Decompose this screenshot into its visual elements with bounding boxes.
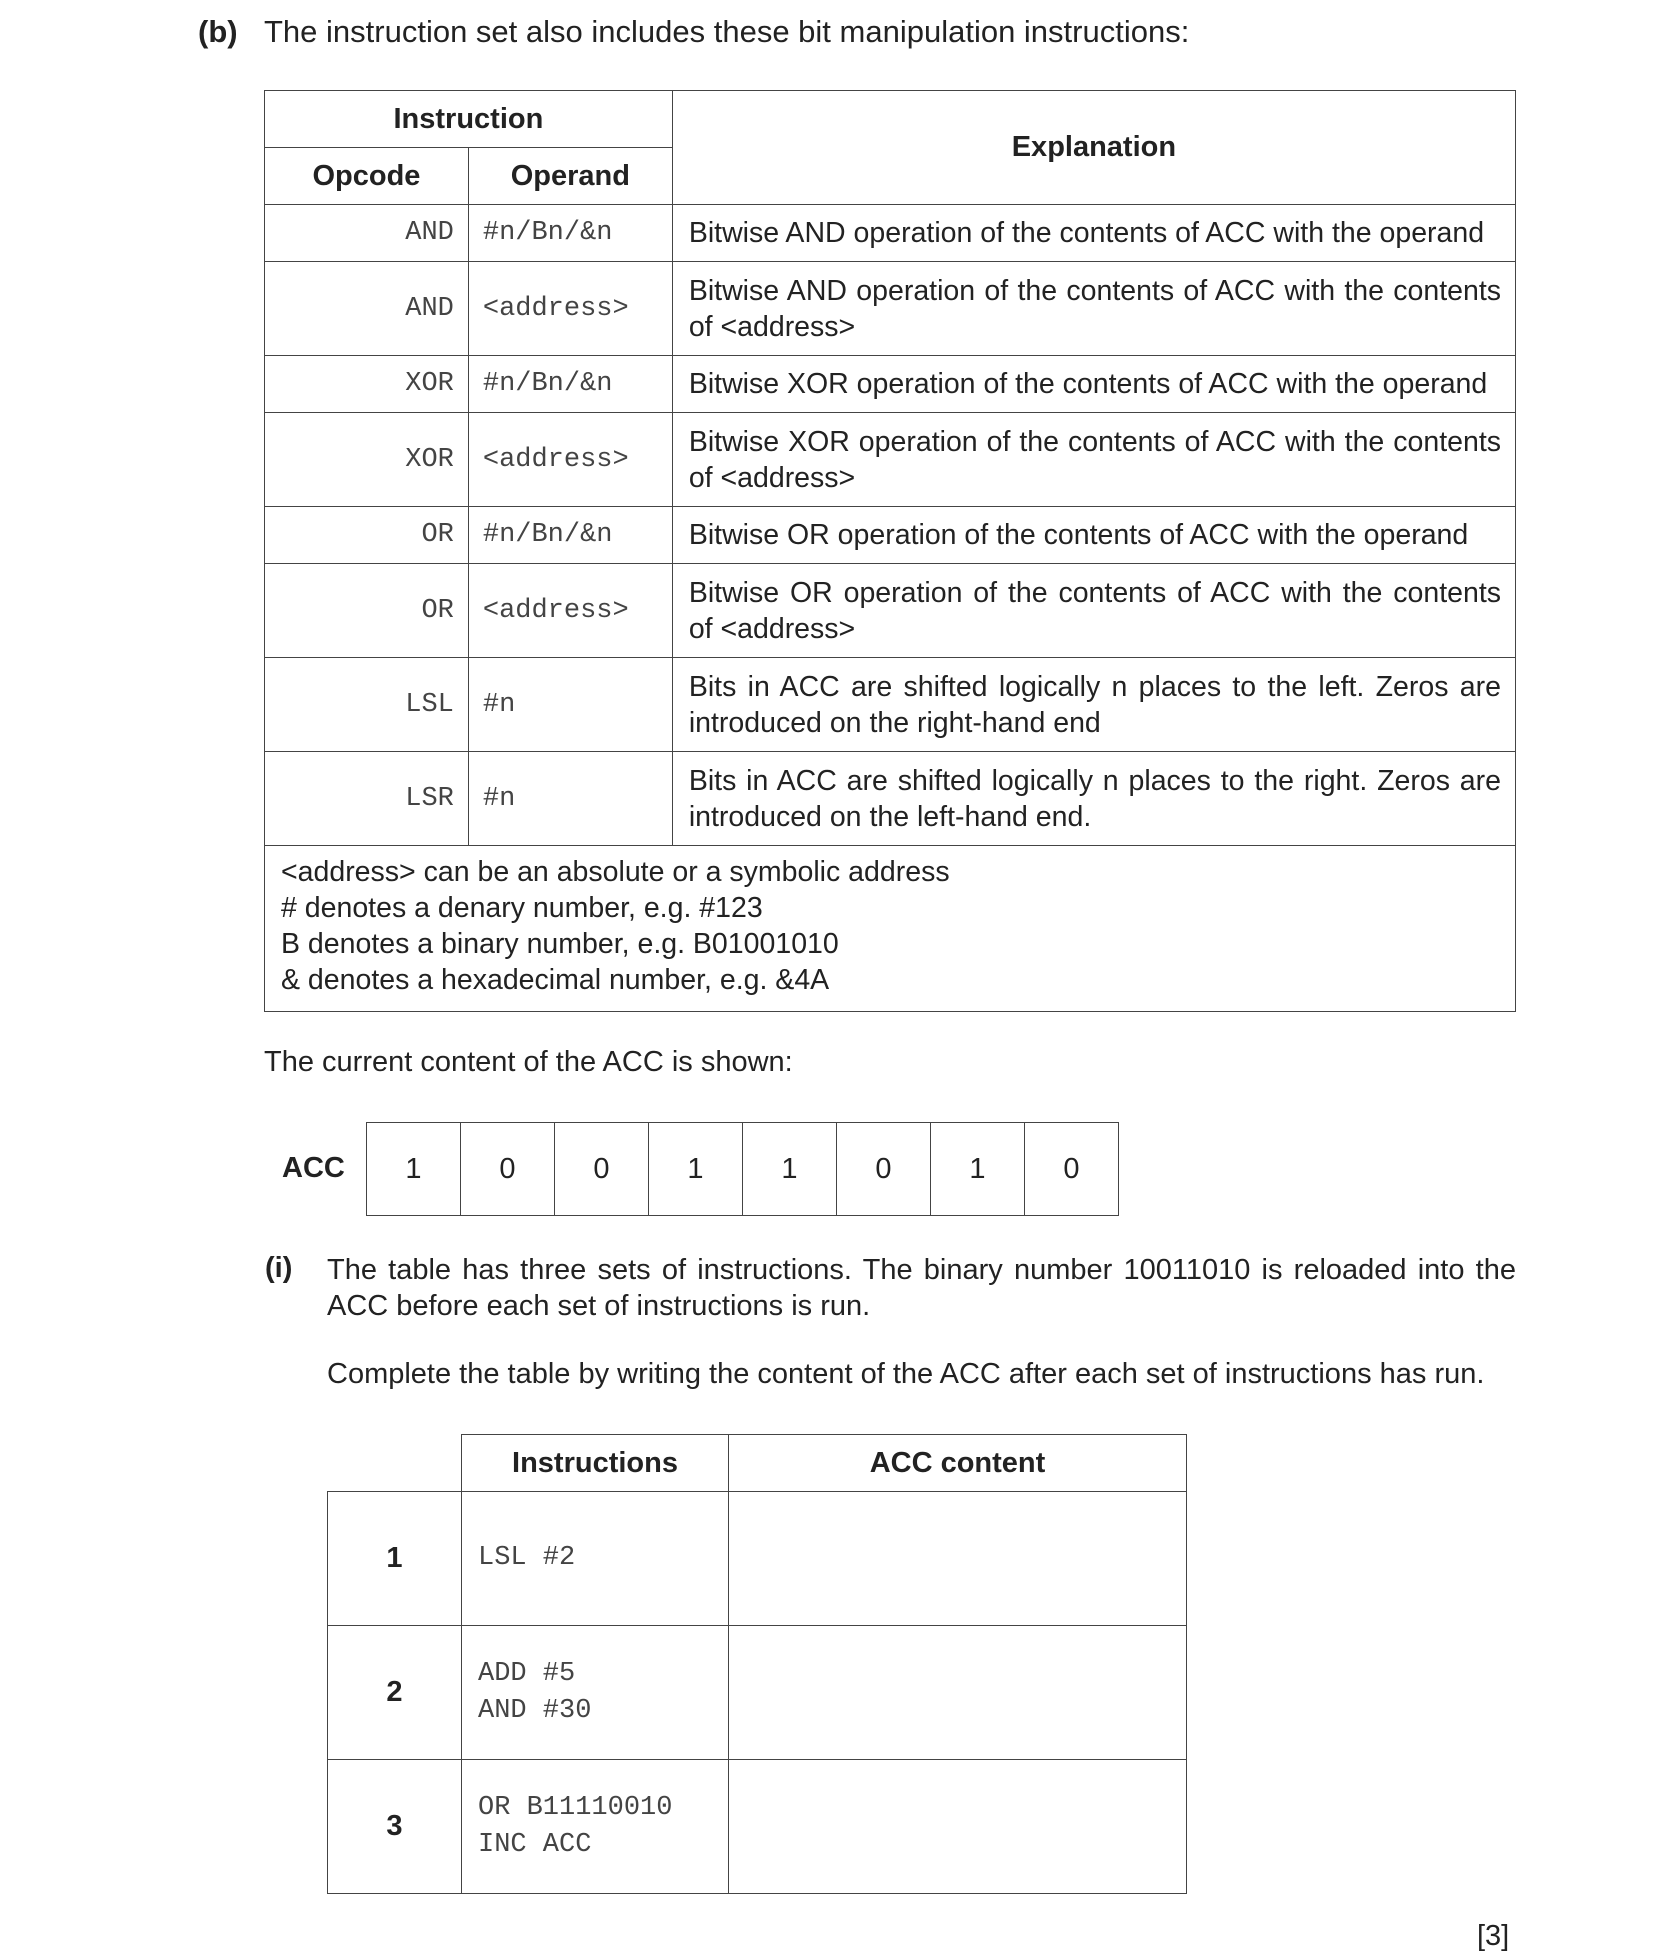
operand-cell: #n/Bn/&n [468,205,672,262]
part-intro-text: The instruction set also includes these bit manipulation instructions: [264,14,1190,49]
instruction-set [462,1492,729,1626]
acc-bit: 0 [837,1123,931,1216]
table-row [265,564,1516,658]
acc-bit: 1 [931,1123,1025,1216]
acc-bit: 1 [649,1123,743,1216]
question-label: (i) [265,1252,293,1284]
opcode-cell: AND [265,262,469,356]
note-line: # denotes a denary number, e.g. #123 [281,892,763,924]
answer-cell[interactable] [729,1626,1187,1760]
table-row [328,1492,1187,1626]
marks-label: [3] [1477,1920,1510,1952]
blank-header [328,1435,462,1492]
table-row [265,658,1516,752]
acc-caption: The current content of the ACC is shown: [264,1046,793,1078]
acc-bit: 0 [555,1123,649,1216]
explanation-cell: Bitwise AND operation of the contents of ACC with the operand [672,205,1515,262]
explanation-cell: Bits in ACC are shifted logically n places to the left. Zeros are introduced on the right-hand end [672,658,1515,752]
table-row [265,752,1516,846]
operand-cell: #n [468,752,672,846]
table-row [265,356,1516,413]
explanation-cell: Bitwise OR operation of the contents of ACC with the operand [672,507,1515,564]
operand-cell: <address> [468,262,672,356]
table-row [265,205,1516,262]
opcode-cell: XOR [265,413,469,507]
note-line: <address> can be an absolute or a symbolic address [281,856,950,888]
acc-bit: 1 [367,1123,461,1216]
set-number: 2 [328,1626,462,1760]
table-row [265,507,1516,564]
opcode-cell: AND [265,205,469,262]
part-label: (b) [198,14,238,49]
instruction-set [462,1760,729,1894]
note-line: & denotes a hexadecimal number, e.g. &4A [281,964,830,996]
instruction-header: Instruction [265,91,673,148]
operand-cell: #n/Bn/&n [468,507,672,564]
explanation-cell: Bits in ACC are shifted logically n places to the right. Zeros are introduced on the left-hand end. [672,752,1515,846]
instructions-header: Instructions [462,1435,729,1492]
instruction-line: INC ACC [478,1829,592,1860]
answer-table [327,1434,1187,1894]
answer-cell[interactable] [729,1492,1187,1626]
acc-bit: 0 [1025,1123,1119,1216]
explanation-cell: Bitwise AND operation of the contents of ACC with the contents of <address> [672,262,1515,356]
set-number: 1 [328,1492,462,1626]
operand-cell: #n [468,658,672,752]
operand-cell: <address> [468,413,672,507]
explanation-header: Explanation [672,91,1515,205]
table-row [265,262,1516,356]
opcode-cell: LSL [265,658,469,752]
opcode-cell: XOR [265,356,469,413]
operand-cell: #n/Bn/&n [468,356,672,413]
table-row [328,1760,1187,1894]
opcode-header: Opcode [265,148,469,205]
instruction-set [462,1626,729,1760]
table-row [265,413,1516,507]
set-number: 3 [328,1760,462,1894]
operand-header: Operand [468,148,672,205]
explanation-cell: Bitwise XOR operation of the contents of ACC with the operand [672,356,1515,413]
acc-content-header: ACC content [729,1435,1187,1492]
note-line: B denotes a binary number, e.g. B01001010 [281,928,839,960]
instruction-line: ADD #5 [478,1658,576,1689]
instruction-line: AND #30 [478,1695,592,1726]
opcode-cell: LSR [265,752,469,846]
instruction-table [264,90,1516,1012]
explanation-cell: Bitwise XOR operation of the contents of ACC with the contents of <address> [672,413,1515,507]
instruction-line: OR B11110010 [478,1792,673,1823]
notes-cell [265,846,1516,1012]
acc-register [366,1122,1119,1216]
answer-cell[interactable] [729,1760,1187,1894]
explanation-cell: Bitwise OR operation of the contents of ACC with the contents of <address> [672,564,1515,658]
question-text: The table has three sets of instructions. The binary number 10011010 is reloaded into the ACC before each set of instructions is run. [327,1254,1516,1322]
acc-bit: 0 [461,1123,555,1216]
instruction-line: LSL #2 [478,1543,576,1573]
question-instruction: Complete the table by writing the content of the ACC after each set of instructions has run. [327,1358,1485,1390]
opcode-cell: OR [265,564,469,658]
acc-bit: 1 [743,1123,837,1216]
operand-cell: <address> [468,564,672,658]
acc-label: ACC [282,1152,345,1184]
table-row [328,1626,1187,1760]
opcode-cell: OR [265,507,469,564]
